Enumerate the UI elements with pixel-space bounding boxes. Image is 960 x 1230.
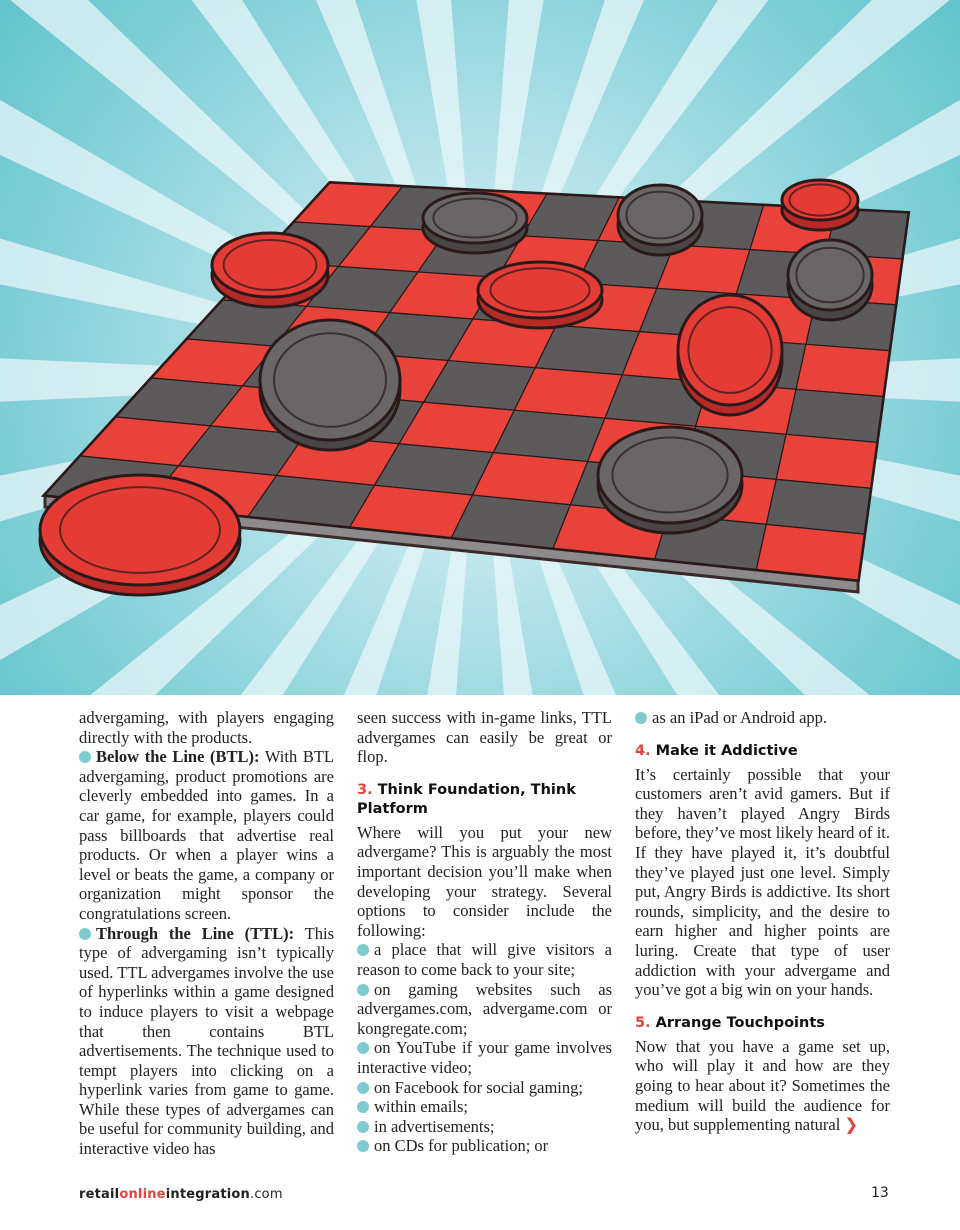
section-title: Think Foundation, Think Platform [357, 781, 576, 817]
bullet-item [357, 1038, 612, 1077]
bullet-text: on Facebook for social gaming; [374, 1077, 583, 1097]
checker-piece [618, 185, 702, 245]
section-heading-5 [635, 1014, 890, 1033]
column-2 [357, 708, 612, 1156]
section-number: 4. [635, 742, 651, 759]
checker-piece [40, 475, 240, 585]
column-3 [635, 708, 890, 1135]
board-square [796, 344, 889, 396]
platform-paragraph: Where will you put your new advergame? This is arguably the most important decision you’ll make when developing your strategy. Several options to consider include the following: [357, 822, 612, 940]
bullet-item [357, 1117, 612, 1137]
footer-part: online [119, 1187, 166, 1202]
board-square [786, 389, 883, 442]
footer-part: .com [250, 1187, 283, 1202]
bullet-icon [357, 1101, 369, 1113]
checker-piece [260, 320, 400, 440]
ttl-paragraph [79, 924, 334, 1159]
bullet-item [357, 940, 612, 979]
touchpoints-text: Now that you have a game set up, who will play it and how are they going to hear about it? Sometimes the medium will build the audience for you, but supplementing natural [635, 1036, 890, 1135]
bullet-text: in advertisements; [374, 1116, 495, 1136]
addictive-paragraph: It’s certainly possible that your customers aren’t avid gamers. But if they haven’t played Angry Birds before, they’ve most likely heard of it. If they have played it, it’s doubtful they’ve played just one level. Simply put, Angry Birds is addictive. Its short rounds, simplicity, and the desire to earn higher and higher points are luring. Create that type of user addiction with your advergame and you’ve got a big win on your hands. [635, 764, 890, 1000]
checker-piece [478, 262, 602, 318]
bullet-text: on gaming websites such as advergames.com, advergame.com or kongregate.com; [357, 979, 612, 1038]
btl-lead: Below the Line (BTL): [96, 747, 260, 767]
checker-piece [782, 180, 858, 220]
bullet-text: on CDs for publication; or [374, 1136, 549, 1156]
ttl-lead: Through the Line (TTL): [96, 923, 295, 943]
bullet-text: a place that will give visitors a reason to come back to your site; [357, 940, 612, 979]
bullet-item [635, 708, 890, 728]
continued-paragraph: seen success with in-game links, TTL advergames can easily be great or flop. [357, 708, 612, 767]
bullet-icon [357, 1082, 369, 1094]
ttl-text: This type of advergaming isn’t typically used. TTL advergames involve the use of hyperlinks within a game designed to induce players to visit a webpage that then contains BTL advertisements. The technique used to tempt players into clicking on a hyperlink varies from game to game. While these types of advergames can be useful for community building, and interactive video has [79, 923, 334, 1159]
bullet-item [357, 980, 612, 1039]
bullet-icon [357, 1140, 369, 1152]
bullet-icon [79, 928, 91, 940]
bullet-icon [357, 984, 369, 996]
checker-piece [423, 193, 527, 243]
column-1 [79, 708, 334, 1159]
board-square [756, 524, 864, 580]
page-number: 13 [871, 1185, 889, 1201]
bullet-text: within emails; [374, 1097, 468, 1117]
footer-part: integration [165, 1187, 250, 1202]
footer-site-name [79, 1187, 283, 1202]
section-heading-3 [357, 781, 612, 819]
checker-piece [212, 233, 328, 297]
bullet-icon [357, 944, 369, 956]
bullet-text: as an iPad or Android app. [652, 708, 828, 727]
touchpoints-paragraph [635, 1037, 890, 1135]
bullet-item [357, 1136, 612, 1156]
btl-paragraph [79, 747, 334, 923]
continue-arrow-icon: ❯ [844, 1115, 859, 1135]
intro-paragraph: advergaming, with players engaging directly with the products. [79, 708, 334, 747]
bullet-icon [357, 1121, 369, 1133]
section-title: Make it Addictive [650, 742, 798, 759]
bullet-item [357, 1097, 612, 1117]
section-title: Arrange Touchpoints [650, 1014, 825, 1031]
checker-piece [598, 427, 742, 523]
bullet-text: on YouTube if your game involves interactive video; [357, 1038, 612, 1077]
bullet-item [357, 1078, 612, 1098]
bullet-icon [79, 751, 91, 763]
bullet-icon [357, 1042, 369, 1054]
checker-piece [678, 295, 782, 405]
bullet-icon [635, 712, 647, 724]
footer-part: retail [79, 1187, 120, 1202]
section-number: 3. [357, 781, 373, 798]
btl-text: With BTL advergaming, product promotions are cleverly embedded into games. In a car game, for example, players could pass billboards that advertise real products. Or when a player wins a level or beats the game, a company or organization might sponsor the congratulations screen. [79, 747, 334, 923]
checker-piece [788, 240, 872, 310]
section-heading-4 [635, 742, 890, 761]
board-square [776, 434, 877, 488]
section-number: 5. [635, 1014, 651, 1031]
